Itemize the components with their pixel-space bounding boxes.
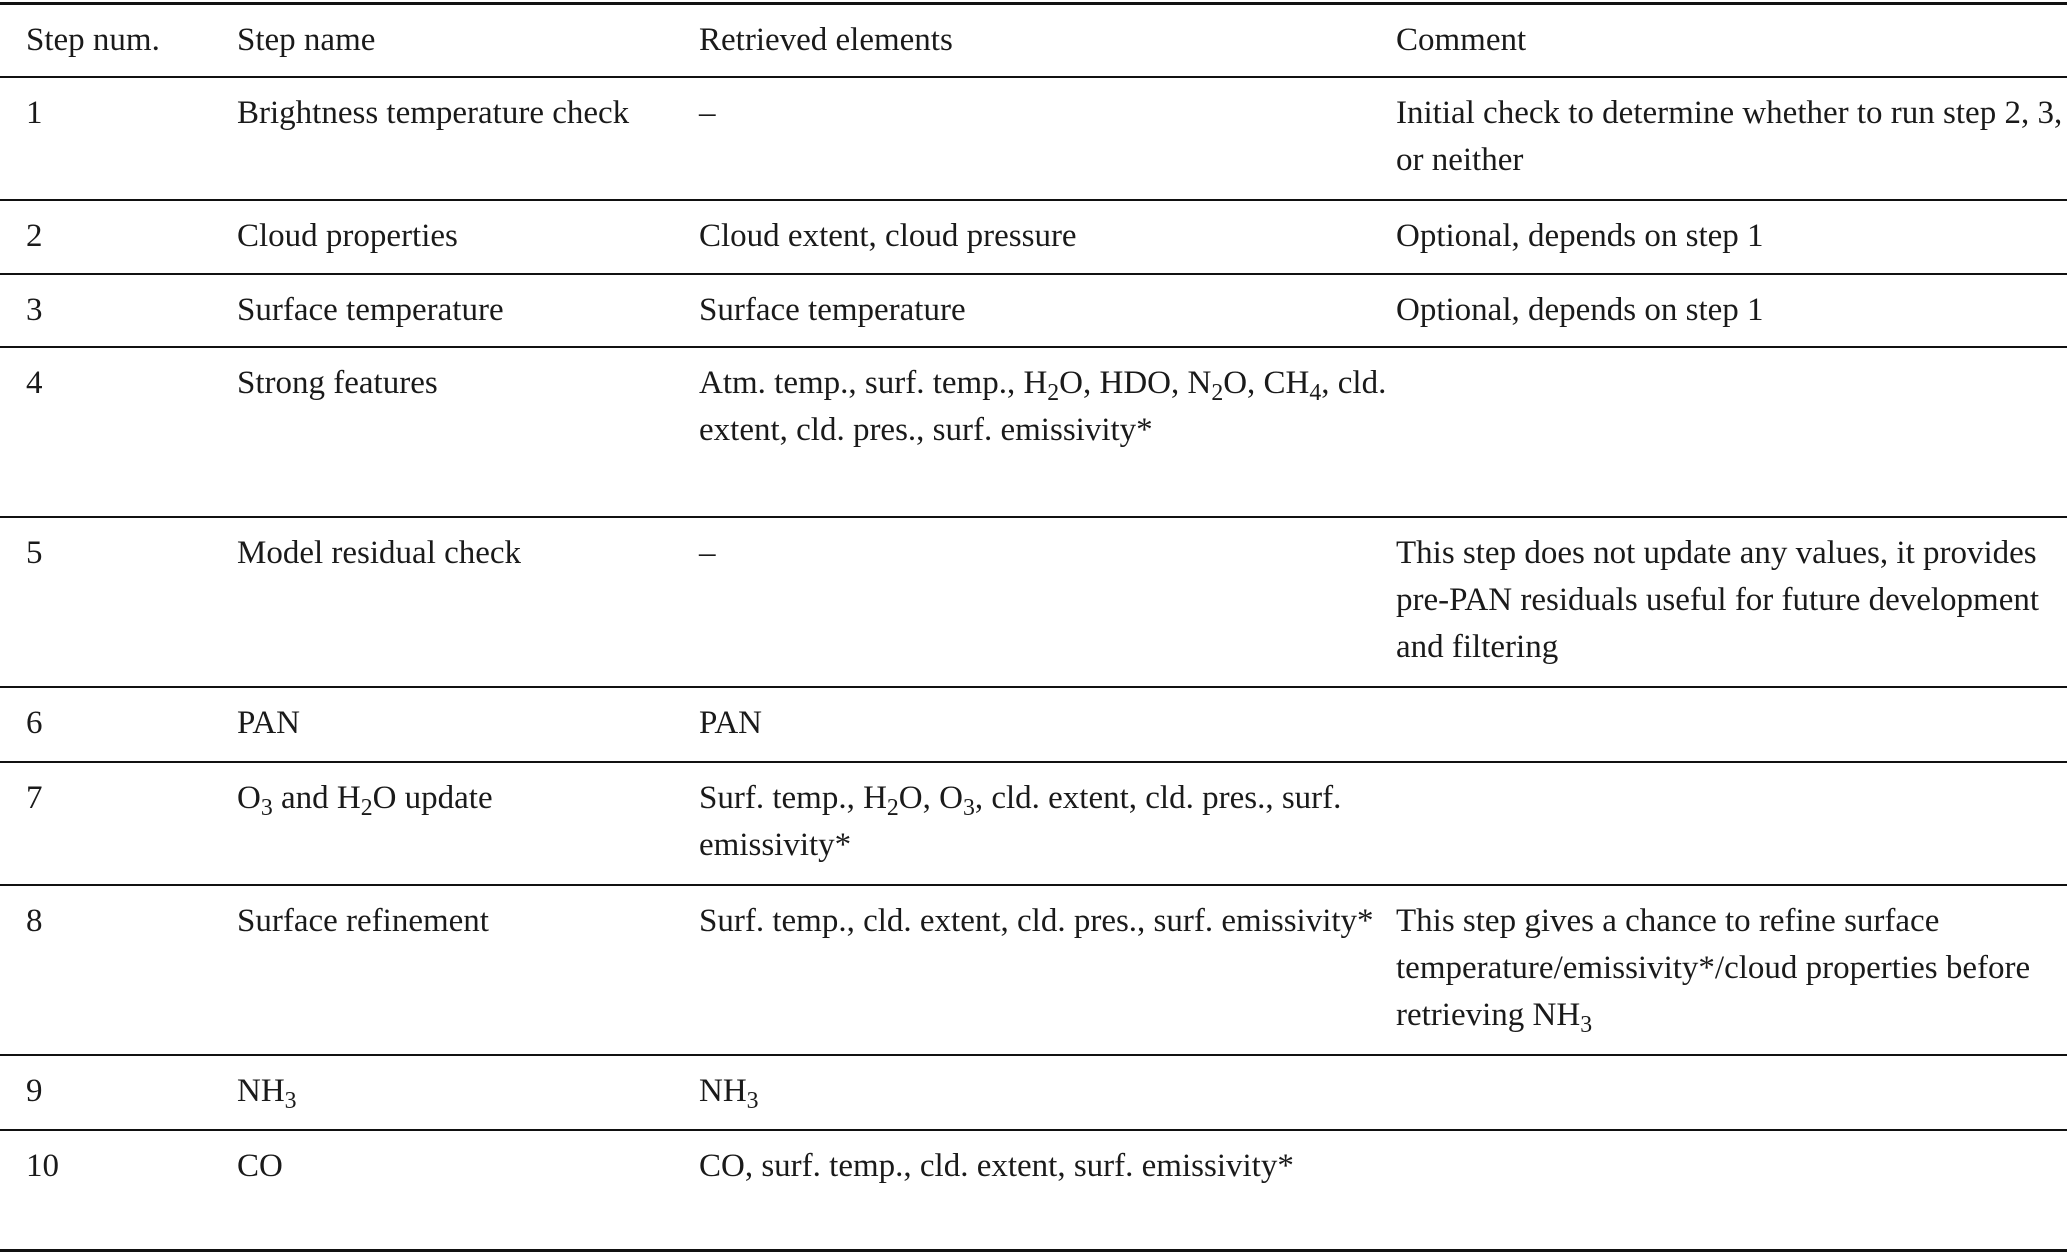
- cell-comment: [1396, 77, 2067, 200]
- header-step-name: Step name: [237, 22, 376, 58]
- cell-step-name: [237, 274, 699, 347]
- cell-step-num: 6: [26, 704, 43, 741]
- text-segment: , cld. extent, cld. pres., surf. emissivity*: [699, 779, 1342, 863]
- table-row: [0, 885, 2067, 1055]
- text-segment: Atm. temp., surf. temp., H: [699, 364, 1048, 401]
- header-step-num: Step num.: [26, 22, 160, 58]
- cell-step-name: [237, 77, 699, 200]
- header-row: [0, 4, 2067, 77]
- text-segment: Surf. temp., cld. extent, cld. pres., surf. emissivity*: [699, 902, 1374, 939]
- cell-step-num: 5: [26, 534, 43, 571]
- cell-comment: [1396, 347, 2067, 517]
- cell-step-num: 4: [26, 364, 43, 401]
- text-segment: This step gives a chance to refine surface temperature/emissivity*/cloud properties before retrieving NH: [1396, 902, 2031, 1033]
- cell-step-num: 3: [26, 291, 43, 328]
- text-segment: O: [237, 779, 261, 816]
- text-segment: Model residual check: [237, 534, 522, 571]
- text-segment: PAN: [237, 704, 300, 741]
- table-row: [0, 1130, 2067, 1251]
- cell-step-name: [237, 1130, 699, 1251]
- subscript: 4: [1309, 379, 1322, 406]
- header-retrieved-elements: Retrieved elements: [699, 22, 953, 58]
- text-segment: and H: [272, 779, 361, 816]
- cell-step-name: [237, 885, 699, 1055]
- retrieval-steps-table: [0, 2, 2067, 1252]
- text-segment: O, HDO, N: [1059, 364, 1212, 401]
- cell-step-name: [237, 200, 699, 274]
- subscript: 3: [746, 1087, 759, 1114]
- cell-step-name: [237, 687, 699, 762]
- cell-step-num: 7: [26, 779, 43, 816]
- text-segment: Surface temperature: [699, 291, 966, 328]
- subscript: 3: [260, 794, 273, 821]
- table-row: [0, 1055, 2067, 1130]
- cell-step-num: 10: [26, 1147, 59, 1184]
- text-segment: , cld. extent, cld. pres., surf. emissivity*: [699, 364, 1387, 448]
- subscript: 2: [360, 794, 373, 821]
- table-row: [0, 687, 2067, 762]
- text-segment: This step does not update any values, it provides pre-PAN residuals useful for future development and filtering: [1396, 534, 2040, 665]
- table-body: [0, 77, 2067, 1251]
- cell-retrieved-elements: [699, 347, 1396, 517]
- cell-retrieved-elements: [699, 885, 1396, 1055]
- cell-retrieved-elements: [699, 77, 1396, 200]
- table-header: [0, 4, 2067, 77]
- text-segment: Initial check to determine whether to run step 2, 3, or neither: [1396, 94, 2063, 178]
- text-segment: Cloud extent, cloud pressure: [699, 217, 1077, 254]
- cell-comment: [1396, 274, 2067, 347]
- cell-retrieved-elements: [699, 200, 1396, 274]
- text-segment: Surface refinement: [237, 902, 489, 939]
- text-segment: Optional, depends on step 1: [1396, 217, 1764, 254]
- text-segment: –: [699, 94, 716, 131]
- text-segment: O, CH: [1223, 364, 1310, 401]
- text-segment: Brightness temperature check: [237, 94, 630, 131]
- subscript: 3: [962, 794, 975, 821]
- table-row: [0, 517, 2067, 687]
- cell-retrieved-elements: [699, 762, 1396, 885]
- text-segment: Cloud properties: [237, 217, 458, 254]
- cell-retrieved-elements: [699, 274, 1396, 347]
- text-segment: O, O: [898, 779, 963, 816]
- text-segment: Surf. temp., H: [699, 779, 887, 816]
- subscript: 2: [886, 794, 899, 821]
- cell-step-num: 1: [26, 94, 43, 131]
- cell-step-num: 9: [26, 1072, 43, 1109]
- text-segment: Surface temperature: [237, 291, 504, 328]
- cell-step-name: [237, 347, 699, 517]
- cell-comment: [1396, 517, 2067, 687]
- cell-comment: [1396, 200, 2067, 274]
- cell-step-name: [237, 762, 699, 885]
- table-row: [0, 347, 2067, 517]
- cell-retrieved-elements: [699, 1130, 1396, 1251]
- cell-step-name: [237, 1055, 699, 1130]
- text-segment: Optional, depends on step 1: [1396, 291, 1764, 328]
- cell-step-num: 8: [26, 902, 43, 939]
- cell-retrieved-elements: [699, 1055, 1396, 1130]
- table-row: [0, 77, 2067, 200]
- subscript: 3: [284, 1087, 297, 1114]
- subscript: 2: [1211, 379, 1224, 406]
- cell-step-name: [237, 517, 699, 687]
- subscript: 2: [1047, 379, 1060, 406]
- header-comment: Comment: [1396, 22, 1527, 58]
- cell-comment: [1396, 885, 2067, 1055]
- cell-comment: [1396, 1055, 2067, 1130]
- table-row: [0, 762, 2067, 885]
- cell-comment: [1396, 1130, 2067, 1251]
- text-segment: NH: [237, 1072, 285, 1109]
- text-segment: CO, surf. temp., cld. extent, surf. emissivity*: [699, 1147, 1294, 1184]
- cell-step-num: 2: [26, 217, 43, 254]
- text-segment: O update: [372, 779, 493, 816]
- cell-comment: [1396, 687, 2067, 762]
- cell-retrieved-elements: [699, 687, 1396, 762]
- text-segment: NH: [699, 1072, 747, 1109]
- table-row: [0, 274, 2067, 347]
- text-segment: Strong features: [237, 364, 438, 401]
- table-row: [0, 200, 2067, 274]
- text-segment: CO: [237, 1147, 283, 1184]
- text-segment: PAN: [699, 704, 762, 741]
- cell-retrieved-elements: [699, 517, 1396, 687]
- text-segment: –: [699, 534, 716, 571]
- subscript: 3: [1580, 1011, 1593, 1038]
- cell-comment: [1396, 762, 2067, 885]
